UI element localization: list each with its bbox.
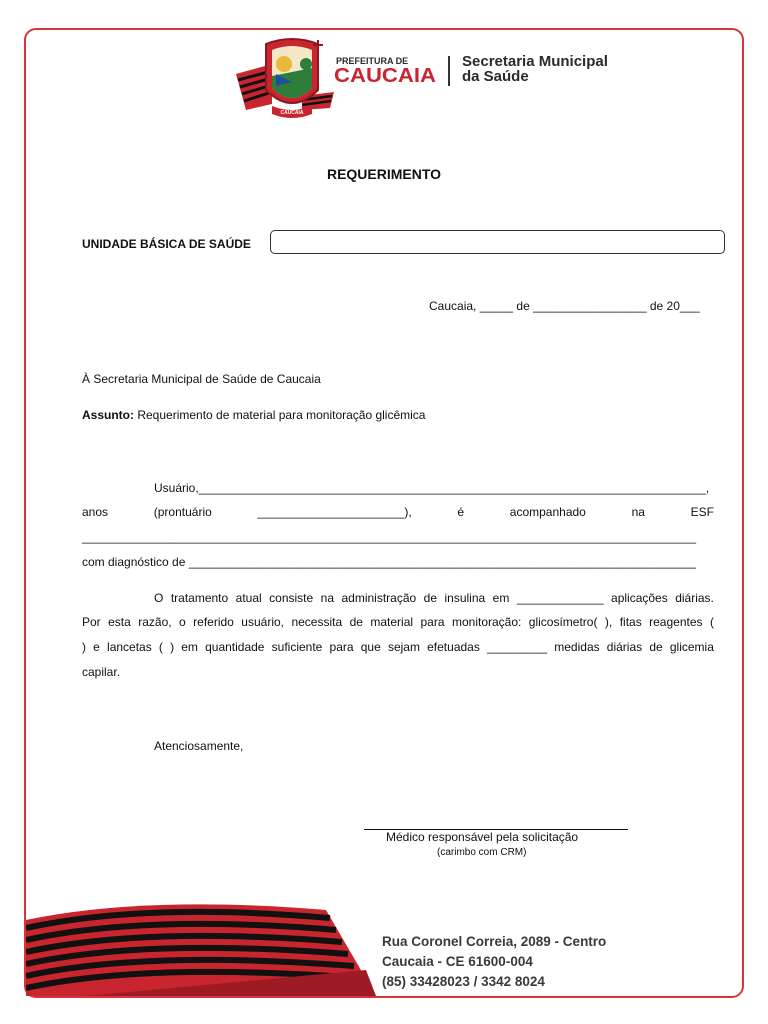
signature-label: Médico responsável pela solicitação [386, 830, 579, 844]
body-word: razão, [138, 615, 172, 629]
body-word: esta [108, 615, 131, 629]
para2-line-1 [154, 591, 714, 605]
body-line-1: Usuário,____________________________________________________________________________, [154, 481, 710, 495]
body-word: medidas [554, 640, 600, 654]
document-title: REQUERIMENTO [326, 166, 442, 182]
secretaria-name [462, 54, 608, 84]
para2-line-4: capilar. [82, 665, 121, 679]
secretaria-line1: Secretaria Municipal [462, 53, 608, 70]
body-word: ( [709, 615, 714, 629]
subject-line [82, 408, 425, 422]
para2-line-3 [82, 640, 714, 654]
body-word: diárias [606, 640, 643, 654]
seal-text: CAUCAIA [280, 110, 304, 116]
body-word: necessita [291, 615, 343, 629]
para2-line-2 [82, 615, 714, 629]
body-word: administração [341, 591, 417, 605]
body-word: usuário, [241, 615, 284, 629]
subject-text: Requerimento de material para monitoração glicêmica [137, 408, 426, 422]
body-word: _________ [487, 640, 548, 654]
body-word: ______________________), [257, 505, 412, 519]
body-word: (prontuário [153, 505, 212, 519]
body-word: e [93, 640, 100, 654]
closing: Atenciosamente, [154, 739, 244, 753]
body-word: é [457, 505, 465, 519]
body-word: de [649, 640, 663, 654]
body-word: aplicações [611, 591, 668, 605]
body-line-4: com diagnóstico de ____________________________________________________________________________ [82, 555, 696, 569]
body-word: sejam [387, 640, 420, 654]
body-word: anos [82, 505, 109, 519]
body-word: reagentes [649, 615, 703, 629]
body-word: atual [235, 591, 262, 605]
body-word: lancetas [107, 640, 152, 654]
body-line-2 [82, 505, 714, 519]
body-word: acompanhado [509, 505, 586, 519]
body-word: ), [604, 615, 613, 629]
subject-label: Assunto: [82, 408, 134, 422]
secretaria-line2: da Saúde [462, 68, 529, 85]
body-word: efetuadas [427, 640, 480, 654]
logo-top-text: PREFEITURA DE [336, 56, 409, 66]
body-word: tratamento [170, 591, 229, 605]
body-word: ) [82, 640, 86, 654]
body-word: de [349, 615, 363, 629]
body-word: de [423, 591, 438, 605]
body-word: monitoração: [451, 615, 522, 629]
body-word: insulina [444, 591, 486, 605]
body-word: referido [193, 615, 234, 629]
body-word: ESF [690, 505, 714, 519]
body-word: Por [82, 615, 101, 629]
footer-address [382, 932, 606, 992]
signature-note: (carimbo com CRM) [437, 847, 527, 858]
body-word: consiste [269, 591, 314, 605]
body-word: ) [170, 640, 175, 654]
header-divider [448, 56, 450, 86]
body-word: para [329, 640, 354, 654]
body-word: o [179, 615, 186, 629]
body-word: diárias. [675, 591, 714, 605]
body-word: ( [158, 640, 163, 654]
prefeitura-caucaia-logo [232, 34, 440, 124]
body-word: suficiente [271, 640, 323, 654]
body-word: para [420, 615, 445, 629]
body-word: O [154, 591, 164, 605]
body-word: glicemia [669, 640, 714, 654]
body-word: _____________ [516, 591, 604, 605]
body-word: fitas [619, 615, 642, 629]
addressee: À Secretaria Municipal de Saúde de Caucaia [82, 372, 321, 386]
footer-ribbon [26, 900, 376, 996]
body-word: na [631, 505, 645, 519]
body-word: na [320, 591, 335, 605]
body-word: em [181, 640, 198, 654]
body-word: quantidade [205, 640, 265, 654]
body-word: em [492, 591, 510, 605]
body-word: que [360, 640, 381, 654]
ubs-label: UNIDADE BÁSICA DE SAÚDE [82, 237, 251, 251]
body-word: material [370, 615, 414, 629]
phone-line: (85) 33428023 / 3342 8024 [382, 974, 545, 989]
body-line-3: ____________________________________________________________________________________________ [82, 530, 696, 544]
address-line-1: Rua Coronel Correia, 2089 - Centro [382, 934, 607, 949]
date-line: Caucaia, _____ de _________________ de 20___ [429, 299, 700, 313]
address-line-2: Caucaia - CE 61600-004 [382, 954, 533, 969]
ubs-input[interactable] [270, 230, 725, 254]
body-word: glicosímetro( [528, 615, 598, 629]
logo-main-text: CAUCAIA [334, 65, 436, 87]
